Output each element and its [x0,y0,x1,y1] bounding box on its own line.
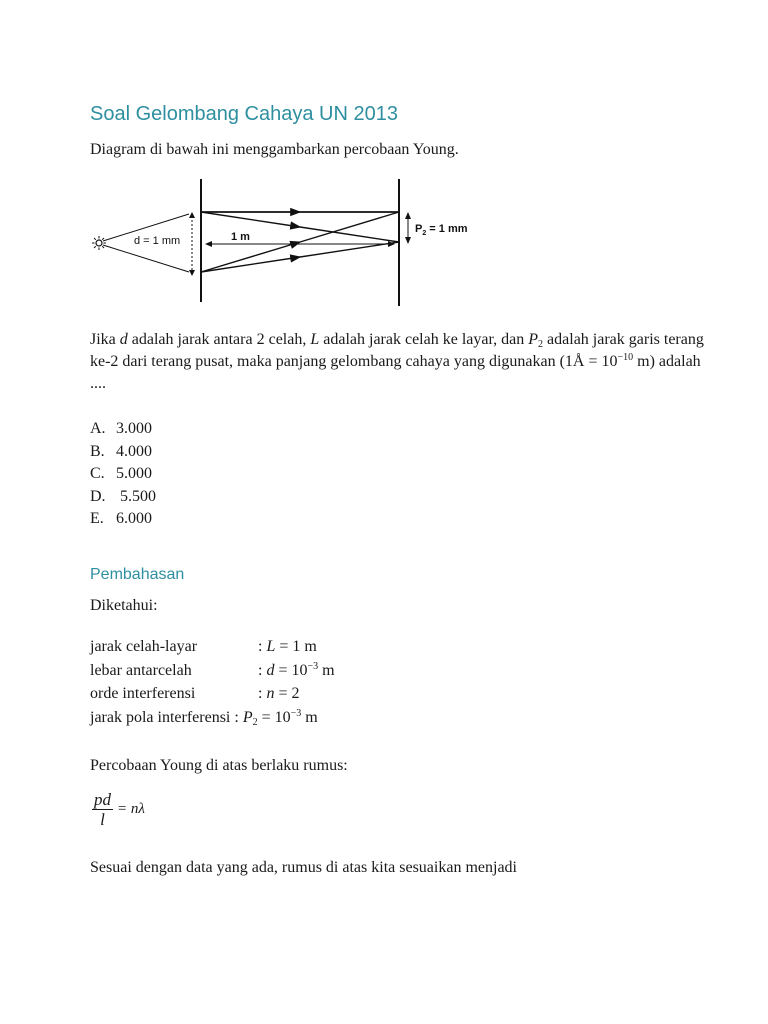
given-row: orde interferensi : n = 2 [90,685,300,702]
page-title: Soal Gelombang Cahaya UN 2013 [90,103,398,125]
formula-numerator: pd [94,790,111,809]
young-formula [92,790,145,829]
question-text: Jika d adalah jarak antara 2 celah, L adalah jarak celah ke layar, dan $P_2$ adalah jarak garis terang ke-2 dari terang pusat, maka panjang gelombang cahaya yang digunakan (1Å = $10^{-10}$ m) adalah .... [90,331,704,392]
intro-text: Diagram di bawah ini menggambarkan percobaan Young. [90,141,459,158]
slit-screen-distance-label: 1 m [231,231,250,243]
light-source-icon [92,236,106,250]
formula-rhs: = nλ [117,801,145,817]
young-experiment-diagram [88,174,488,308]
formula-intro-text: Percobaan Young di atas berlaku rumus: [90,757,348,774]
known-label: Diketahui: [90,597,158,614]
discussion-heading: Pembahasan [90,566,185,583]
option-d: D. 5.500 [90,487,156,505]
given-row: jarak celah-layar : L = 1 m [90,638,317,655]
option-a: A. 3.000 [90,420,152,437]
slit-separation-label: d = 1 mm [134,235,181,247]
answer-options [90,418,156,531]
given-row: jarak pola interferensi : $P_2 = 10^{-3}$ m [90,707,318,728]
option-b: B. 4.000 [90,442,152,460]
formula-denominator: l [100,810,105,829]
adjust-text: Sesuai dengan data yang ada, rumus di atas kita sesuaikan menjadi [90,859,517,876]
option-c: C. 5.000 [90,465,152,482]
p2-label: $P_2 = 1$ mm [415,223,468,237]
given-row: lebar antarcelah : $d = 10^{-3}$ m [90,660,335,679]
option-e: E. 6.000 [90,510,152,527]
given-list [90,636,335,730]
formula-fraction [92,790,113,829]
